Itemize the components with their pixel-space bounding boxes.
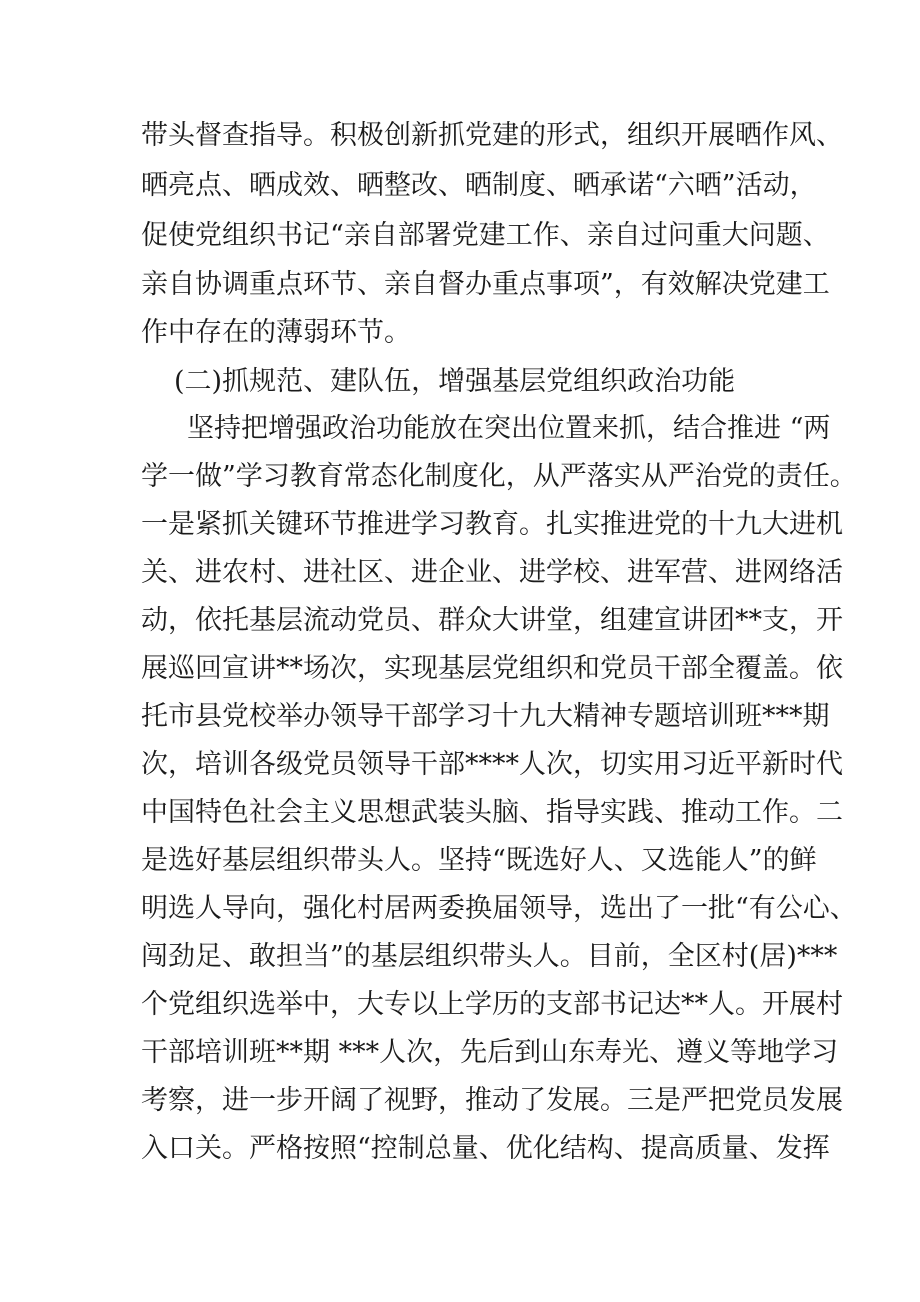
paragraph-2-line-1: 坚持把增强政治功能放在突出位置来抓，结合推进 “两 bbox=[187, 413, 831, 444]
paragraph-2-line-15: 考察，进一步开阔了视野，推动了发展。三是严把党员发展 bbox=[141, 1085, 843, 1116]
paragraph-2-line-6: 展巡回宣讲**场次，实现基层党组织和党员干部全覆盖。依 bbox=[141, 653, 843, 684]
paragraph-1-line-1: 带头督查指导。积极创新抓党建的形式，组织开展晒作风、 bbox=[141, 120, 843, 151]
paragraph-2-line-4: 关、进农村、进社区、进企业、进学校、进军营、进网络活 bbox=[141, 557, 843, 588]
paragraph-1-line-2: 晒亮点、晒成效、晒整改、晒制度、晒承诺“六晒”活动， bbox=[141, 170, 817, 201]
section-heading: (二)抓规范、建队伍，增强基层党组织政治功能 bbox=[174, 366, 736, 397]
paragraph-2-line-3: 一是紧抓关键环节推进学习教育。扎实推进党的十九大进机 bbox=[141, 509, 843, 540]
paragraph-1-line-3: 促使党组织书记“亲自部署党建工作、亲自过问重大问题、 bbox=[141, 220, 830, 251]
paragraph-2-line-10: 是选好基层组织带头人。坚持“既选好人、又选能人”的鲜 bbox=[141, 845, 817, 876]
paragraph-2-line-12: 闯劲足、敢担当”的基层组织带头人。目前，全区村(居)*** bbox=[141, 941, 838, 972]
paragraph-2-line-2: 学一做”学习教育常态化制度化，从严落实从严治党的责任。 bbox=[141, 461, 857, 492]
paragraph-2-line-16: 入口关。严格按照“控制总量、优化结构、提高质量、发挥 bbox=[141, 1133, 830, 1164]
paragraph-2-line-8: 次，培训各级党员领导干部****人次，切实用习近平新时代 bbox=[141, 749, 843, 780]
paragraph-2-line-11: 明选人导向，强化村居两委换届领导，选出了一批“有公心、 bbox=[141, 893, 857, 924]
paragraph-2-line-9: 中国特色社会主义思想武装头脑、指导实践、推动工作。二 bbox=[141, 797, 843, 828]
paragraph-2-line-13: 个党组织选举中，大专以上学历的支部书记达**人。开展村 bbox=[141, 989, 843, 1020]
paragraph-2-line-5: 动，依托基层流动党员、群众大讲堂，组建宣讲团**支，开 bbox=[141, 605, 843, 636]
paragraph-2-line-7: 托市县党校举办领导干部学习十九大精神专题培训班***期 bbox=[141, 701, 830, 732]
paragraph-1-line-5: 作中存在的薄弱环节。 bbox=[141, 317, 411, 348]
paragraph-1-line-4: 亲自协调重点环节、亲自督办重点事项”，有效解决党建工 bbox=[141, 269, 830, 300]
paragraph-2-line-14: 干部培训班**期 ***人次，先后到山东寿光、遵义等地学习 bbox=[141, 1037, 839, 1068]
